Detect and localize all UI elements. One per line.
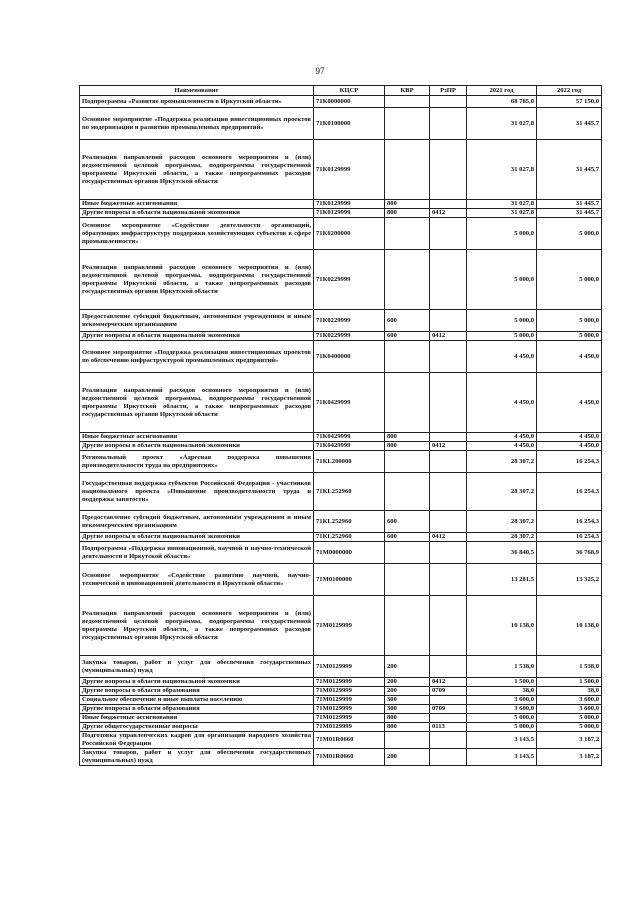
- row-kvr: [385, 596, 430, 656]
- row-rzpr: 0412: [430, 533, 467, 542]
- row-code: 71М01R0660: [314, 749, 385, 766]
- row-name: Основное мероприятие «Поддержка реализации инвестиционных проектов по модернизации и развитию промышленных предприятий»: [80, 108, 314, 140]
- row-amount-2021: 28 307,2: [467, 451, 537, 473]
- row-amount-2022: 13 325,2: [537, 564, 602, 596]
- row-name: Реализация направлений расходов основного мероприятия и (или) ведомственной целевой программы, подпрограммы государственной программы Иркутской области, а также непрограммных расходов государственных органов Иркутской области: [80, 250, 314, 310]
- row-amount-2022: 5 000,0: [537, 218, 602, 250]
- table-row: [80, 564, 602, 596]
- row-amount-2021: 4 450,0: [467, 442, 537, 451]
- row-amount-2022: 1 538,0: [537, 656, 602, 678]
- row-amount-2022: 5 000,0: [537, 723, 602, 732]
- header-name: Наименование: [80, 86, 314, 96]
- row-rzpr: [430, 511, 467, 533]
- table-row: [80, 678, 602, 687]
- row-kvr: [385, 218, 430, 250]
- row-code: 71К0129999: [314, 140, 385, 200]
- row-amount-2022: 16 254,3: [537, 511, 602, 533]
- row-code: 71М0000000: [314, 542, 385, 564]
- table-row: [80, 749, 602, 766]
- row-rzpr: 0709: [430, 705, 467, 714]
- row-name: Региональный проект «Адресная поддержка повышения производительности труда на предприятиях»: [80, 451, 314, 473]
- row-code: 71М0100000: [314, 564, 385, 596]
- row-kvr: 800: [385, 200, 430, 209]
- row-amount-2021: 68 785,0: [467, 96, 537, 108]
- table-row: [80, 442, 602, 451]
- row-code: 71К0429999: [314, 442, 385, 451]
- table-header: [80, 86, 602, 96]
- row-code: 71М0129999: [314, 656, 385, 678]
- table-row: [80, 696, 602, 705]
- row-kvr: 600: [385, 310, 430, 332]
- row-rzpr: [430, 140, 467, 200]
- row-rzpr: [430, 218, 467, 250]
- table-row: [80, 140, 602, 200]
- row-code: 71М0129999: [314, 723, 385, 732]
- row-kvr: [385, 140, 430, 200]
- row-name: Другие вопросы в области национальной экономики: [80, 332, 314, 341]
- row-code: 71М01R0660: [314, 732, 385, 749]
- table-body: [80, 96, 602, 766]
- row-code: 71М0129999: [314, 678, 385, 687]
- table-row: [80, 714, 602, 723]
- row-amount-2022: 31 445,7: [537, 140, 602, 200]
- row-amount-2021: 4 450,0: [467, 341, 537, 373]
- row-code: 71М0129999: [314, 696, 385, 705]
- header-code: КЦСР: [314, 86, 385, 96]
- row-code: 71КL252960: [314, 473, 385, 511]
- row-amount-2022: 57 150,0: [537, 96, 602, 108]
- table-row: [80, 332, 602, 341]
- row-rzpr: [430, 341, 467, 373]
- table-row: [80, 373, 602, 433]
- page-number: 97: [315, 66, 325, 76]
- row-kvr: 200: [385, 749, 430, 766]
- row-amount-2021: 31 027,8: [467, 140, 537, 200]
- row-name: Предоставление субсидий бюджетным, автономным учреждениям и иным некоммерческим организациям: [80, 310, 314, 332]
- row-name: Подпрограмма «Развитие промышленности в Иркутской области»: [80, 96, 314, 108]
- row-amount-2021: 28 307,2: [467, 511, 537, 533]
- row-amount-2022: 16 254,3: [537, 473, 602, 511]
- row-amount-2022: 36 768,9: [537, 542, 602, 564]
- row-amount-2021: 3 600,0: [467, 705, 537, 714]
- row-rzpr: [430, 749, 467, 766]
- row-name: Реализация направлений расходов основного мероприятия и (или) ведомственной целевой программы, подпрограммы государственной программы Иркутской области, а также непрограммных расходов государственных органов Иркутской области: [80, 140, 314, 200]
- row-amount-2022: 5 000,0: [537, 714, 602, 723]
- row-name: Иные бюджетные ассигнования: [80, 433, 314, 442]
- row-amount-2022: 5 000,0: [537, 310, 602, 332]
- row-amount-2021: 28 307,2: [467, 473, 537, 511]
- row-rzpr: [430, 250, 467, 310]
- row-rzpr: [430, 596, 467, 656]
- row-code: 71КL252960: [314, 533, 385, 542]
- row-kvr: [385, 373, 430, 433]
- row-name: Закупка товаров, работ и услуг для обеспечения государственных (муниципальных) нужд: [80, 656, 314, 678]
- row-amount-2021: 3 143,5: [467, 732, 537, 749]
- row-kvr: 800: [385, 723, 430, 732]
- header-kvr: КВР: [385, 86, 430, 96]
- row-amount-2021: 10 138,0: [467, 596, 537, 656]
- row-amount-2021: 5 000,0: [467, 332, 537, 341]
- row-kvr: 800: [385, 433, 430, 442]
- table-row: [80, 218, 602, 250]
- table-row: [80, 533, 602, 542]
- row-kvr: [385, 732, 430, 749]
- row-name: Другие вопросы в области национальной экономики: [80, 442, 314, 451]
- row-amount-2022: 16 254,3: [537, 451, 602, 473]
- row-amount-2021: 31 027,8: [467, 209, 537, 218]
- row-kvr: [385, 341, 430, 373]
- row-amount-2022: 38,0: [537, 687, 602, 696]
- row-rzpr: [430, 433, 467, 442]
- row-kvr: 600: [385, 332, 430, 341]
- row-rzpr: 0113: [430, 723, 467, 732]
- row-name: Иные бюджетные ассигнования: [80, 714, 314, 723]
- row-code: 71М0129999: [314, 714, 385, 723]
- table-row: [80, 656, 602, 678]
- row-name: Подготовка управленческих кадров для организаций народного хозяйства Российской Федерации: [80, 732, 314, 749]
- row-rzpr: [430, 732, 467, 749]
- row-code: 71М0129999: [314, 687, 385, 696]
- header-rzpr: РзПР: [430, 86, 467, 96]
- row-code: 71К0400000: [314, 341, 385, 373]
- row-amount-2021: 1 538,0: [467, 656, 537, 678]
- row-rzpr: [430, 473, 467, 511]
- row-kvr: 300: [385, 696, 430, 705]
- row-kvr: [385, 473, 430, 511]
- table-row: [80, 108, 602, 140]
- row-amount-2022: 3 600,0: [537, 705, 602, 714]
- row-code: 71К0229999: [314, 250, 385, 310]
- row-kvr: 200: [385, 656, 430, 678]
- row-rzpr: 0412: [430, 209, 467, 218]
- row-rzpr: [430, 656, 467, 678]
- row-amount-2021: 28 307,2: [467, 533, 537, 542]
- row-name: Подпрограмма «Поддержка инновационной, научной и научно-технической деятельности в Иркутской области»: [80, 542, 314, 564]
- table-row: [80, 473, 602, 511]
- table-row: [80, 200, 602, 209]
- table-row: [80, 511, 602, 533]
- row-amount-2022: 3 600,0: [537, 696, 602, 705]
- row-amount-2021: 31 027,8: [467, 108, 537, 140]
- row-name: Государственная поддержка субъектов Российской Федерации - участников национального проекта «Повышение производительности труда и поддержка занятости»: [80, 473, 314, 511]
- row-amount-2021: 5 000,0: [467, 250, 537, 310]
- row-rzpr: [430, 451, 467, 473]
- table-row: [80, 310, 602, 332]
- row-name: Закупка товаров, работ и услуг для обеспечения государственных (муниципальных) нужд: [80, 749, 314, 766]
- row-name: Другие вопросы в области национальной экономики: [80, 533, 314, 542]
- row-name: Другие вопросы в области национальной экономики: [80, 678, 314, 687]
- row-rzpr: [430, 373, 467, 433]
- row-amount-2022: 1 500,0: [537, 678, 602, 687]
- row-code: 71КL200000: [314, 451, 385, 473]
- row-rzpr: [430, 96, 467, 108]
- row-amount-2022: 3 187,2: [537, 732, 602, 749]
- row-amount-2021: 31 027,8: [467, 200, 537, 209]
- row-kvr: [385, 564, 430, 596]
- row-name: Реализация направлений расходов основного мероприятия и (или) ведомственной целевой программы, подпрограммы государственной программы Иркутской области, а также непрограммных расходов государственных органов Иркутской области: [80, 596, 314, 656]
- row-name: Социальное обеспечение и иные выплаты населению: [80, 696, 314, 705]
- table-row: [80, 96, 602, 108]
- row-code: 71М0129999: [314, 705, 385, 714]
- row-name: Основное мероприятие «Содействие развитию научной, научно-технической и инновационной деятельности в Иркутской области»: [80, 564, 314, 596]
- row-amount-2021: 36 840,5: [467, 542, 537, 564]
- row-amount-2022: 31 445,7: [537, 108, 602, 140]
- row-amount-2022: 4 450,0: [537, 442, 602, 451]
- row-name: Другие вопросы в области национальной экономики: [80, 209, 314, 218]
- row-kvr: [385, 451, 430, 473]
- row-amount-2021: 3 600,0: [467, 696, 537, 705]
- table-row: [80, 341, 602, 373]
- row-code: 71К0100000: [314, 108, 385, 140]
- row-kvr: 600: [385, 511, 430, 533]
- row-kvr: 800: [385, 209, 430, 218]
- row-rzpr: [430, 200, 467, 209]
- row-name: Реализация направлений расходов основного мероприятия и (или) ведомственной целевой программы, подпрограммы государственной программы Иркутской области, а также непрограммных расходов государственных органов Иркутской области: [80, 373, 314, 433]
- table-row: [80, 250, 602, 310]
- row-amount-2021: 5 000,0: [467, 723, 537, 732]
- row-code: 71К0129999: [314, 200, 385, 209]
- row-name: Основное мероприятие «Поддержка реализации инвестиционных проектов по обеспечению инфраструктурой промышленных предприятий»: [80, 341, 314, 373]
- row-rzpr: 0412: [430, 332, 467, 341]
- row-code: 71К0000000: [314, 96, 385, 108]
- table-row: [80, 705, 602, 714]
- row-amount-2022: 31 445,7: [537, 200, 602, 209]
- row-rzpr: 0709: [430, 687, 467, 696]
- row-code: 71М0129999: [314, 596, 385, 656]
- row-rzpr: [430, 696, 467, 705]
- row-amount-2021: 5 000,0: [467, 218, 537, 250]
- row-name: Иные бюджетные ассигнования: [80, 200, 314, 209]
- row-code: 71К0229999: [314, 332, 385, 341]
- row-amount-2022: 4 450,0: [537, 373, 602, 433]
- table-row: [80, 209, 602, 218]
- row-code: 71К0229999: [314, 310, 385, 332]
- row-rzpr: [430, 310, 467, 332]
- row-amount-2021: 38,0: [467, 687, 537, 696]
- row-amount-2021: 4 450,0: [467, 433, 537, 442]
- row-kvr: [385, 108, 430, 140]
- row-name: Предоставление субсидий бюджетным, автономным учреждениям и иным некоммерческим организациям: [80, 511, 314, 533]
- table-row: [80, 732, 602, 749]
- row-amount-2022: 3 187,2: [537, 749, 602, 766]
- row-amount-2022: 5 000,0: [537, 250, 602, 310]
- row-rzpr: 0412: [430, 678, 467, 687]
- row-name: Другие вопросы в области образования: [80, 687, 314, 696]
- row-kvr: 800: [385, 442, 430, 451]
- row-kvr: [385, 250, 430, 310]
- table-row: [80, 687, 602, 696]
- header-2021: 2021 год: [467, 86, 537, 96]
- row-amount-2022: 16 254,3: [537, 533, 602, 542]
- row-name: Основное мероприятие «Содействие деятельности организаций, образующих инфраструктуру поддержки хозяйствующих субъектов в сфере промышленности»: [80, 218, 314, 250]
- row-kvr: [385, 542, 430, 564]
- row-kvr: [385, 96, 430, 108]
- row-kvr: 300: [385, 705, 430, 714]
- row-code: 71К0429999: [314, 433, 385, 442]
- row-code: 71К0200000: [314, 218, 385, 250]
- row-amount-2021: 13 281,5: [467, 564, 537, 596]
- row-kvr: 600: [385, 533, 430, 542]
- budget-table: [79, 85, 602, 766]
- row-amount-2021: 5 000,0: [467, 310, 537, 332]
- row-code: 71К0429999: [314, 373, 385, 433]
- row-amount-2022: 31 445,7: [537, 209, 602, 218]
- row-rzpr: [430, 108, 467, 140]
- row-amount-2021: 3 143,5: [467, 749, 537, 766]
- row-amount-2021: 4 450,0: [467, 373, 537, 433]
- table-row: [80, 596, 602, 656]
- row-code: 71КL252960: [314, 511, 385, 533]
- table-row: [80, 433, 602, 442]
- row-amount-2022: 4 450,0: [537, 433, 602, 442]
- row-rzpr: [430, 714, 467, 723]
- row-rzpr: 0412: [430, 442, 467, 451]
- table-row: [80, 542, 602, 564]
- header-2022: 2022 год: [537, 86, 602, 96]
- row-name: Другие вопросы в области образования: [80, 705, 314, 714]
- row-rzpr: [430, 564, 467, 596]
- row-code: 71К0129999: [314, 209, 385, 218]
- row-rzpr: [430, 542, 467, 564]
- table-row: [80, 723, 602, 732]
- row-amount-2022: 4 450,0: [537, 341, 602, 373]
- row-amount-2021: 5 000,0: [467, 714, 537, 723]
- table-row: [80, 451, 602, 473]
- row-name: Другие общегосударственные вопросы: [80, 723, 314, 732]
- row-amount-2022: 10 138,0: [537, 596, 602, 656]
- row-amount-2022: 5 000,0: [537, 332, 602, 341]
- row-kvr: 800: [385, 714, 430, 723]
- row-amount-2021: 1 500,0: [467, 678, 537, 687]
- row-kvr: 200: [385, 678, 430, 687]
- header-row: [80, 86, 602, 96]
- row-kvr: 200: [385, 687, 430, 696]
